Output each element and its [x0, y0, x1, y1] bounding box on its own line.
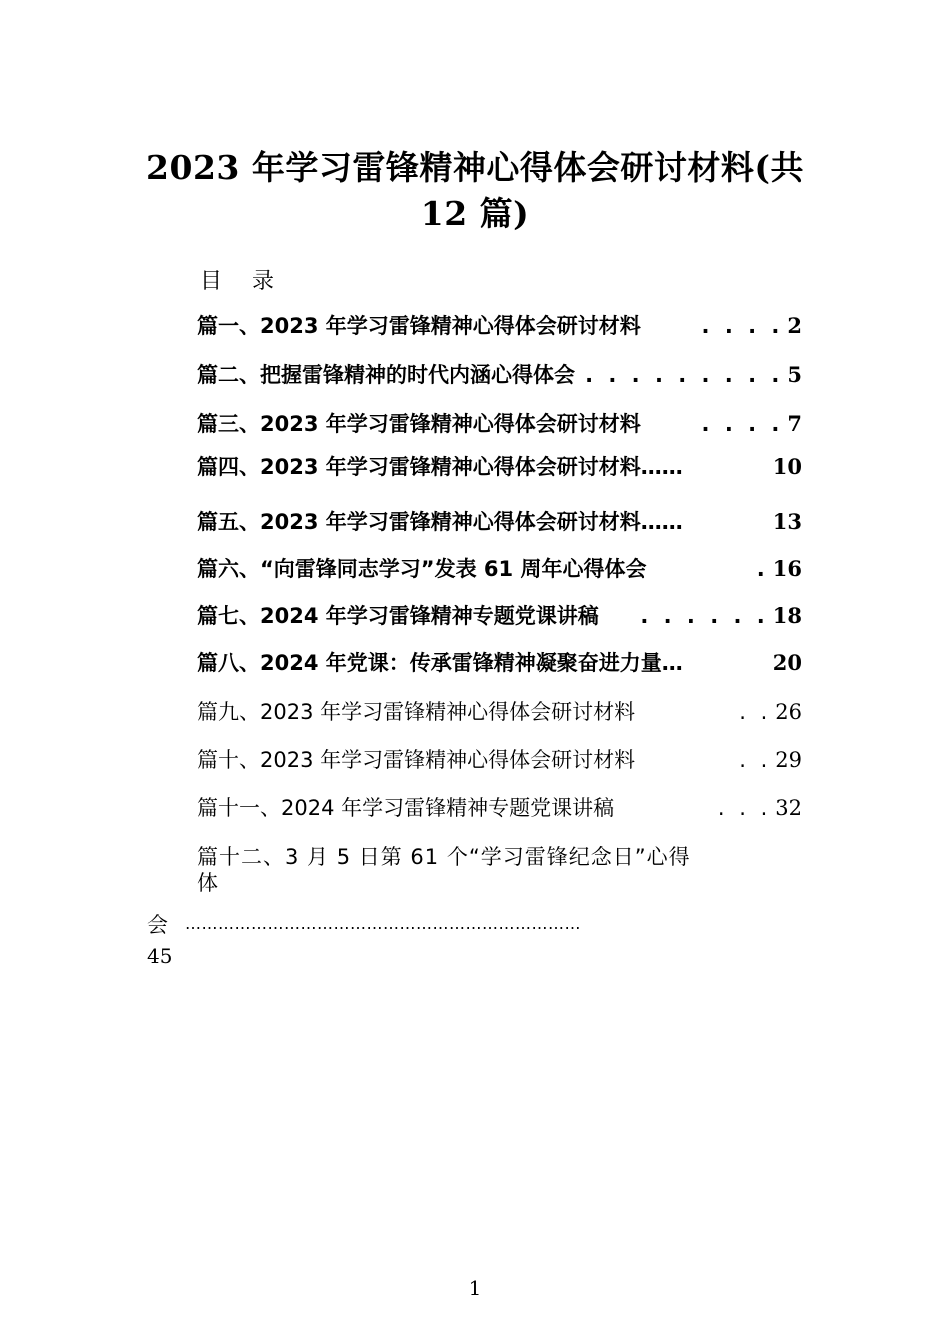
toc-item-12-line-3: 会 — [147, 913, 168, 937]
toc-page-number: 26 — [775, 700, 802, 724]
toc-item-title: 篇十、2023 年学习雷锋精神心得体会研讨材料 — [197, 748, 636, 772]
toc-page-number: 5 — [787, 362, 802, 387]
toc-leader: … — [661, 651, 683, 675]
toc-heading: 目录 — [200, 269, 305, 294]
toc-item-1[interactable] — [197, 310, 802, 342]
toc-item-title: 篇五、2023 年学习雷锋精神心得体会研讨材料 — [197, 510, 641, 534]
toc-leader: . . . . — [701, 412, 784, 436]
toc-item-12-line-1[interactable]: 篇十二、3 月 5 日第 61 个“学习雷锋纪念日”心得 — [197, 845, 691, 869]
document-title-line-2: 12 篇) — [420, 194, 530, 233]
toc-page-number: 2 — [787, 313, 802, 338]
toc-leader: . . . . . . — [640, 604, 769, 628]
toc-page-number: 10 — [772, 454, 802, 479]
toc-leader: . . . . — [701, 314, 784, 338]
toc-leader: …… — [640, 510, 683, 534]
toc-item-title: 篇十一、2024 年学习雷锋精神专题党课讲稿 — [197, 796, 615, 820]
toc-leader: . . — [739, 700, 772, 724]
toc-page-number: 20 — [772, 650, 802, 675]
toc-item-title: 篇八、2024 年党课：传承雷锋精神凝聚奋进力量 — [197, 651, 662, 675]
document-title — [120, 145, 830, 237]
toc-item-12-line-2: 体 — [197, 871, 218, 895]
toc-leader: …… — [640, 455, 683, 479]
toc-leader: . . — [739, 748, 772, 772]
toc-item-10[interactable] — [197, 744, 802, 776]
page-number: 1 — [468, 1276, 482, 1300]
toc-item-7[interactable] — [197, 600, 802, 632]
toc-page-number: 29 — [775, 748, 802, 772]
toc-item-title: 篇六、“向雷锋同志学习”发表 61 周年心得体会 — [197, 557, 647, 581]
toc-item-title: 篇七、2024 年学习雷锋精神专题党课讲稿 — [197, 604, 599, 628]
toc-item-title: 篇九、2023 年学习雷锋精神心得体会研讨材料 — [197, 700, 636, 724]
document-title-line-1: 2023 年学习雷锋精神心得体会研讨材料(共 — [146, 148, 804, 187]
toc-item-title: 篇二、把握雷锋精神的时代内涵心得体会 — [197, 363, 575, 387]
toc-item-3[interactable] — [197, 408, 802, 440]
toc-item-11[interactable] — [197, 792, 802, 824]
toc-leader: . — [756, 557, 769, 581]
toc-item-5[interactable] — [197, 506, 802, 538]
toc-item-title: 篇四、2023 年学习雷锋精神心得体会研讨材料 — [197, 455, 641, 479]
toc-page-number: 45 — [147, 944, 173, 968]
toc-leader: . . . . . . . . . — [585, 363, 784, 387]
toc-item-title: 篇一、2023 年学习雷锋精神心得体会研讨材料 — [197, 314, 641, 338]
toc-item-title: 篇三、2023 年学习雷锋精神心得体会研讨材料 — [197, 412, 641, 436]
toc-page-number: 16 — [772, 556, 802, 581]
toc-leader: ……………………………………………………………… — [185, 914, 581, 933]
toc-page-number: 7 — [787, 411, 802, 436]
toc-item-6[interactable] — [197, 553, 802, 585]
toc-page-number: 13 — [772, 509, 802, 534]
toc-leader: . . . — [717, 796, 772, 820]
toc-item-2[interactable] — [197, 359, 802, 391]
toc-page-number: 32 — [775, 796, 802, 820]
toc-item-8[interactable] — [197, 647, 802, 679]
toc-item-9[interactable] — [197, 696, 802, 728]
toc-page-number: 18 — [772, 603, 802, 628]
toc-item-4[interactable] — [197, 451, 802, 483]
